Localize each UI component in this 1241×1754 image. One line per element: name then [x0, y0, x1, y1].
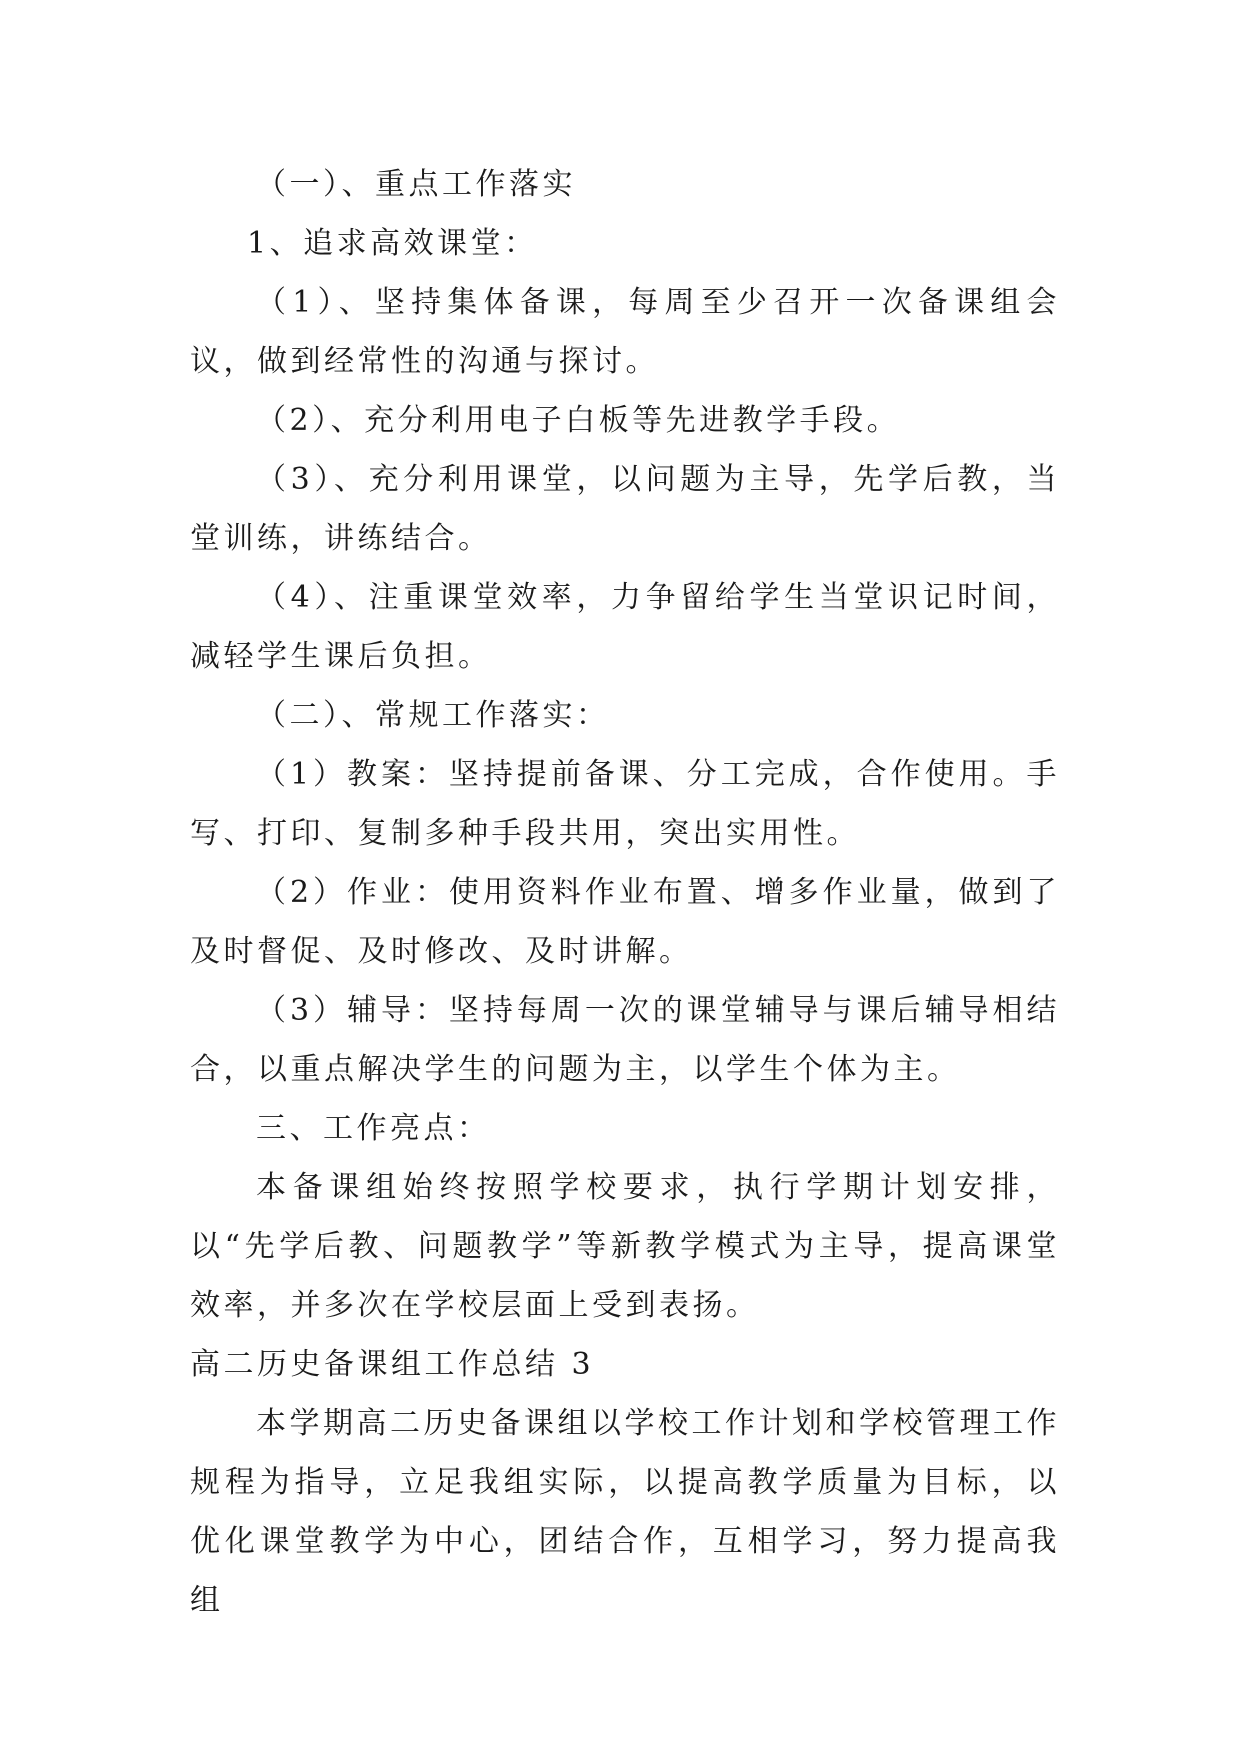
paragraph-item-3: （3）、充分利用课堂，以问题为主导，先学后教，当堂训练，讲练结合。	[190, 462, 1060, 556]
paragraph-semester-intro: 本学期高二历史备课组以学校工作计划和学校管理工作规程为指导，立足我组实际，以提高教学质量为目标，以优化课堂教学为中心，团结合作，互相学习，努力提高我组	[190, 1406, 1060, 1618]
paragraph-highlights: 本备课组始终按照学校要求，执行学期计划安排，以“先学后教、问题教学”等新教学模式为主导，提高课堂效率，并多次在学校层面上受到表扬。	[190, 1170, 1060, 1323]
document-body	[190, 155, 1060, 1630]
section-heading-key-work: （一）、重点工作落实	[256, 167, 576, 202]
paragraph-homework: （2）作业：使用资料作业布置、增多作业量，做到了及时督促、及时修改、及时讲解。	[190, 875, 1060, 969]
paragraph-lesson-plans: （1）教案：坚持提前备课、分工完成，合作使用。手写、打印、复制多种手段共用，突出实用性。	[190, 757, 1060, 851]
section-heading-highlights: 三、工作亮点：	[256, 1111, 491, 1146]
paragraph-item-2: （2）、充分利用电子白板等先进教学手段。	[256, 403, 901, 438]
section-heading-routine-work: （二）、常规工作落实：	[256, 698, 610, 733]
paragraph-item-1: （1）、坚持集体备课，每周至少召开一次备课组会议，做到经常性的沟通与探讨。	[190, 285, 1060, 379]
document-title-summary-3: 高二历史备课组工作总结 3	[190, 1347, 595, 1382]
subsection-heading-efficient-class: 1、追求高效课堂：	[247, 226, 538, 261]
paragraph-tutoring: （3）辅导：坚持每周一次的课堂辅导与课后辅导相结合，以重点解决学生的问题为主，以学生个体为主。	[190, 993, 1060, 1087]
paragraph-item-4: （4）、注重课堂效率，力争留给学生当堂识记时间，减轻学生课后负担。	[190, 580, 1060, 674]
